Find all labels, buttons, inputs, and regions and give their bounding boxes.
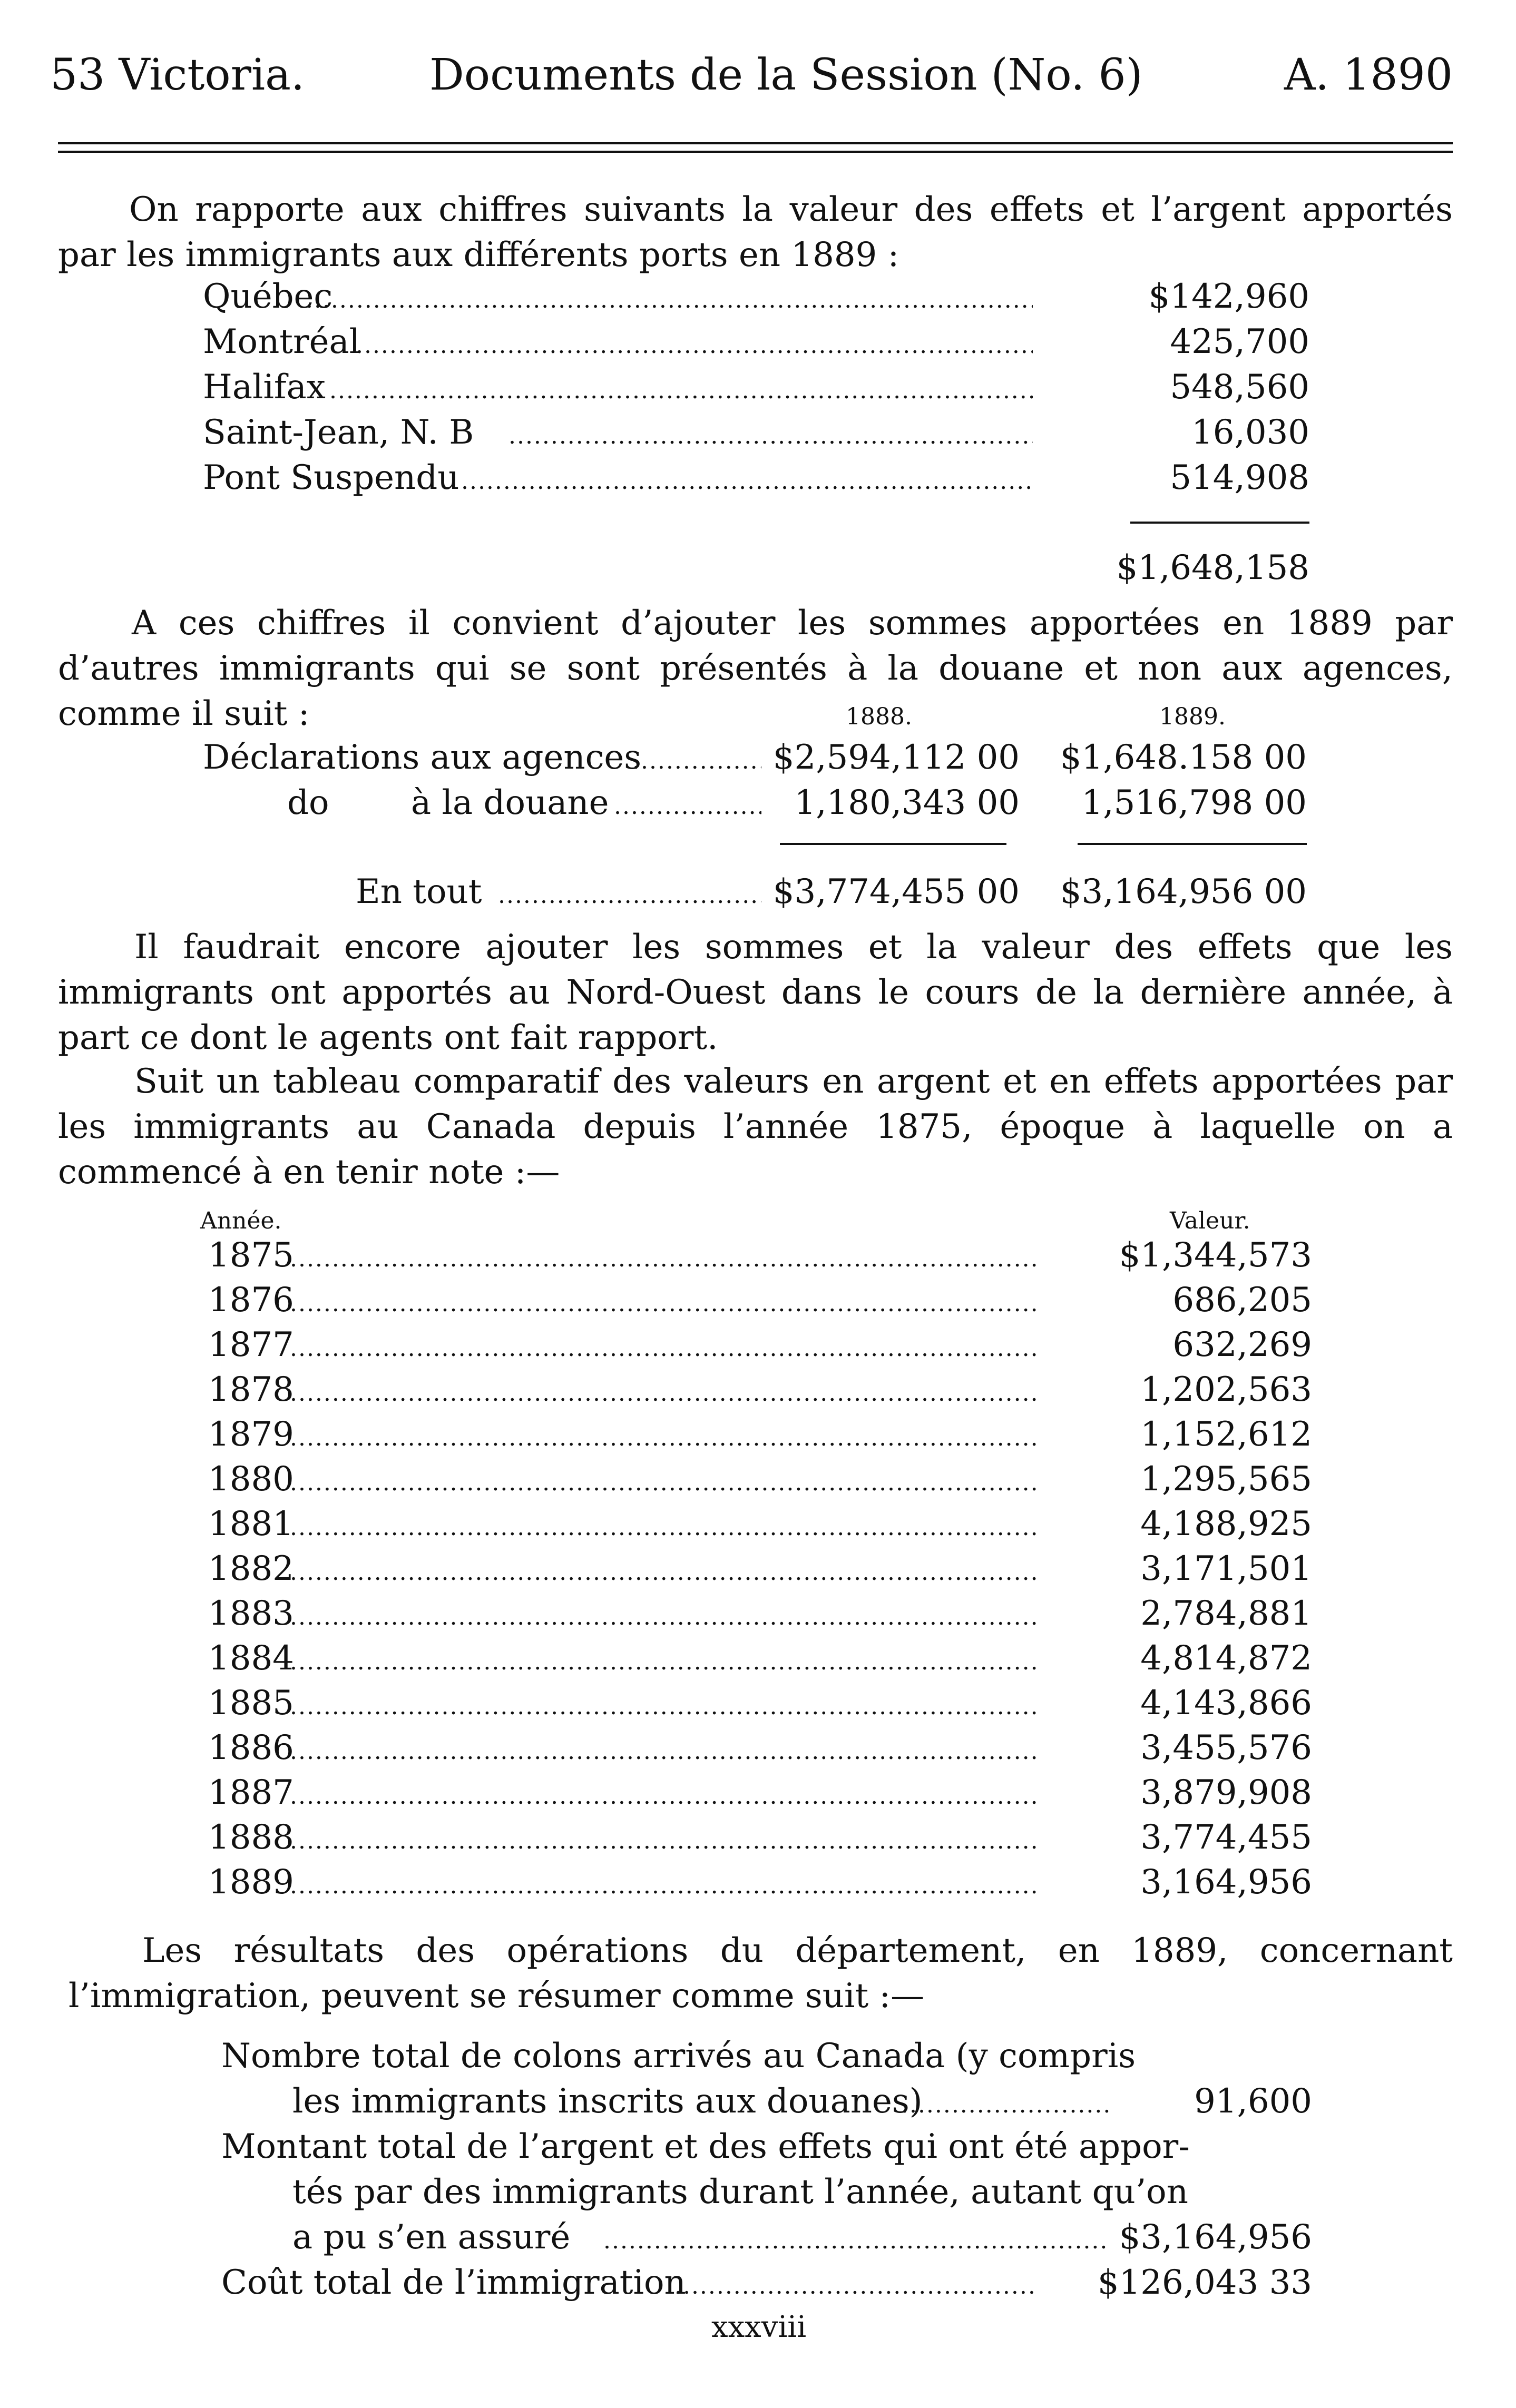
dot-leader: [290, 1680, 1041, 1726]
year-row: [208, 1680, 1312, 1726]
page-header: [50, 50, 1453, 108]
year-row: [208, 1770, 1312, 1815]
year-value: 3,879,908: [1140, 1773, 1312, 1812]
summary-montant-row: [292, 2215, 1312, 2260]
summary-montant-value: $3,164,956: [1119, 2218, 1312, 2257]
year-label: 1881: [208, 1505, 294, 1544]
value-1889: 1,516,798 00: [1081, 783, 1307, 822]
summary-montant-line-3: a pu s’en assuré: [292, 2218, 571, 2257]
value-1888: 1,180,343 00: [794, 783, 1020, 822]
year-row: [208, 1277, 1312, 1323]
year-label: 1885: [208, 1684, 294, 1723]
value-1888: $2,594,112 00: [772, 738, 1020, 777]
port-name: Montréal: [203, 322, 360, 361]
year-label: 1884: [208, 1639, 294, 1678]
year-label: 1876: [208, 1281, 294, 1320]
dot-leader: [614, 780, 761, 825]
summary-cout-label: Coût total de l’immigration: [221, 2263, 686, 2302]
year-value: 1,202,563: [1140, 1370, 1312, 1409]
year-label: 1888: [208, 1818, 294, 1857]
year-row: [208, 1457, 1312, 1502]
year-label: 1882: [208, 1549, 294, 1588]
dot-leader: [632, 735, 761, 780]
year-value: 2,784,881: [1140, 1594, 1312, 1633]
port-value: 425,700: [1170, 322, 1309, 361]
year-value: 4,143,866: [1140, 1684, 1312, 1723]
year-label: 1889: [208, 1863, 294, 1902]
dot-leader: [498, 869, 761, 915]
paragraph-3: Il faudrait encore ajouter les sommes et la valeur des effets que les immigrants ont apportés au Nord-Ouest dans le cours de la dernière année, à part ce dont le agents ont fait rapport.: [58, 928, 1453, 1057]
year-value: 3,455,576: [1140, 1728, 1312, 1767]
dot-leader: [290, 1277, 1041, 1323]
dot-leader: [461, 455, 1033, 500]
dot-leader: [290, 1725, 1041, 1771]
summary-montant-line-2: tés par des immigrants durant l’année, autant qu’on: [292, 2173, 1188, 2212]
year-row: [208, 1591, 1312, 1636]
port-name: Saint-Jean, N. B: [203, 413, 474, 452]
year-row: [208, 1636, 1312, 1681]
year-row: [208, 1860, 1312, 1905]
year-row: [208, 1233, 1312, 1278]
dot-leader: [674, 2260, 1038, 2305]
page-number: xxxviii: [711, 2310, 807, 2344]
year-value: 686,205: [1172, 1281, 1312, 1320]
port-row: [203, 455, 1309, 500]
summary-colons-line-1: Nombre total de colons arrivés au Canada (y compris: [221, 2037, 1136, 2076]
port-name: Pont Suspendu: [203, 458, 459, 497]
dot-leader: [290, 1233, 1041, 1278]
summary-cout-row: [221, 2260, 1312, 2305]
dot-leader: [290, 1367, 1041, 1412]
year-value: 3,171,501: [1140, 1549, 1312, 1588]
year-row: [208, 1367, 1312, 1412]
header-rule-top: [58, 142, 1453, 144]
column-header-1888: 1888.: [846, 703, 912, 730]
dot-leader: [306, 274, 1033, 319]
dot-leader: [290, 1636, 1041, 1681]
port-row: [203, 410, 1309, 455]
summary-montant-line-1: Montant total de l’argent et des effets qui ont été appor-: [221, 2127, 1190, 2166]
year-row: [208, 1412, 1312, 1457]
dot-leader: [290, 1457, 1041, 1502]
year-row: [208, 1322, 1312, 1368]
dot-leader: [290, 1591, 1041, 1636]
dot-leader: [290, 1770, 1041, 1815]
dot-leader: [290, 1501, 1041, 1547]
value-1889: $1,648.158 00: [1060, 738, 1307, 777]
dot-leader: [290, 1546, 1041, 1591]
year-label: 1886: [208, 1728, 294, 1767]
sum-rule-1888: [780, 843, 1006, 845]
total-1888: $3,774,455 00: [772, 872, 1020, 911]
year-label: 1879: [208, 1415, 294, 1454]
year-value: 1,152,612: [1140, 1415, 1312, 1454]
port-value: 514,908: [1170, 458, 1309, 497]
year-row: [208, 1725, 1312, 1771]
summary-colons-value: 91,600: [1194, 2082, 1312, 2121]
port-value: 548,560: [1170, 368, 1309, 407]
year-value: 3,164,956: [1140, 1863, 1312, 1902]
summary-colons-row: [292, 2079, 1312, 2124]
summary-cout-value: $126,043 33: [1097, 2263, 1312, 2302]
ports-total: $1,648,158: [1116, 548, 1309, 587]
port-name: Québec: [203, 277, 333, 316]
dot-leader: [290, 1815, 1041, 1860]
year-row: [208, 1815, 1312, 1860]
dot-leader: [290, 1412, 1041, 1457]
year-value: $1,344,573: [1119, 1236, 1312, 1275]
port-row: [203, 274, 1309, 319]
paragraph-5: Les résultats des opérations du département, en 1889, concernant l’immigration, peuvent se résumer comme suit :—: [69, 1931, 1453, 2016]
total-1889: $3,164,956 00: [1060, 872, 1307, 911]
dot-leader: [356, 319, 1033, 365]
year-value: 1,295,565: [1140, 1460, 1312, 1499]
dot-leader: [290, 1322, 1041, 1368]
year-row: [208, 1546, 1312, 1591]
year-label: 1883: [208, 1594, 294, 1633]
paragraph-2: A ces chiffres il convient d’ajouter les sommes apportées en 1889 par d’autres immigrants qui se sont présentés à la douane et non aux agences, comme il suit :: [58, 604, 1453, 733]
declaration-label: Déclarations aux agences: [203, 738, 642, 777]
dot-leader: [901, 2079, 1112, 2124]
declaration-row: [203, 735, 1307, 780]
year-column-header: Année.: [200, 1207, 282, 1234]
dot-leader: [603, 2215, 1109, 2260]
total-label: En tout: [356, 872, 482, 911]
sum-rule-1889: [1078, 843, 1307, 845]
port-row: [203, 319, 1309, 365]
intro-paragraph: On rapporte aux chiffres suivants la valeur des effets et l’argent apportés par les immigrants aux différents ports en 1889 :: [58, 190, 1453, 274]
year-value: 4,188,925: [1140, 1505, 1312, 1544]
year-label: 1875: [208, 1236, 294, 1275]
ditto-label: do: [287, 783, 329, 822]
paragraph-4: Suit un tableau comparatif des valeurs en argent et en effets apportées par les immigrants au Canada depuis l’année 1875, époque à laquelle on a commencé à en tenir note :—: [58, 1062, 1453, 1192]
column-header-1889: 1889.: [1159, 703, 1226, 730]
dot-leader: [290, 1860, 1041, 1905]
summary-colons-line-2: les immigrants inscrits aux douanes): [292, 2082, 923, 2121]
declaration-label: à la douane: [411, 783, 609, 822]
dot-leader: [508, 410, 1033, 455]
port-value: 16,030: [1191, 413, 1309, 452]
port-value: $142,960: [1148, 277, 1309, 316]
year-label: 1877: [208, 1325, 294, 1364]
sum-rule: [1130, 522, 1309, 524]
year-value: 3,774,455: [1140, 1818, 1312, 1857]
year-label: 1880: [208, 1460, 294, 1499]
header-title: Documents de la Session (No. 6): [429, 50, 1143, 100]
year-value: 4,814,872: [1140, 1639, 1312, 1678]
port-name: Halifax: [203, 368, 326, 407]
header-session: 53 Victoria.: [50, 50, 305, 100]
year-value: 632,269: [1172, 1325, 1312, 1364]
year-label: 1878: [208, 1370, 294, 1409]
header-rule-bottom: [58, 151, 1453, 153]
year-row: [208, 1501, 1312, 1547]
header-year: A. 1890: [1284, 50, 1453, 100]
port-row: [203, 365, 1309, 410]
value-column-header: Valeur.: [1170, 1207, 1250, 1234]
year-label: 1887: [208, 1773, 294, 1812]
dot-leader: [329, 365, 1033, 410]
